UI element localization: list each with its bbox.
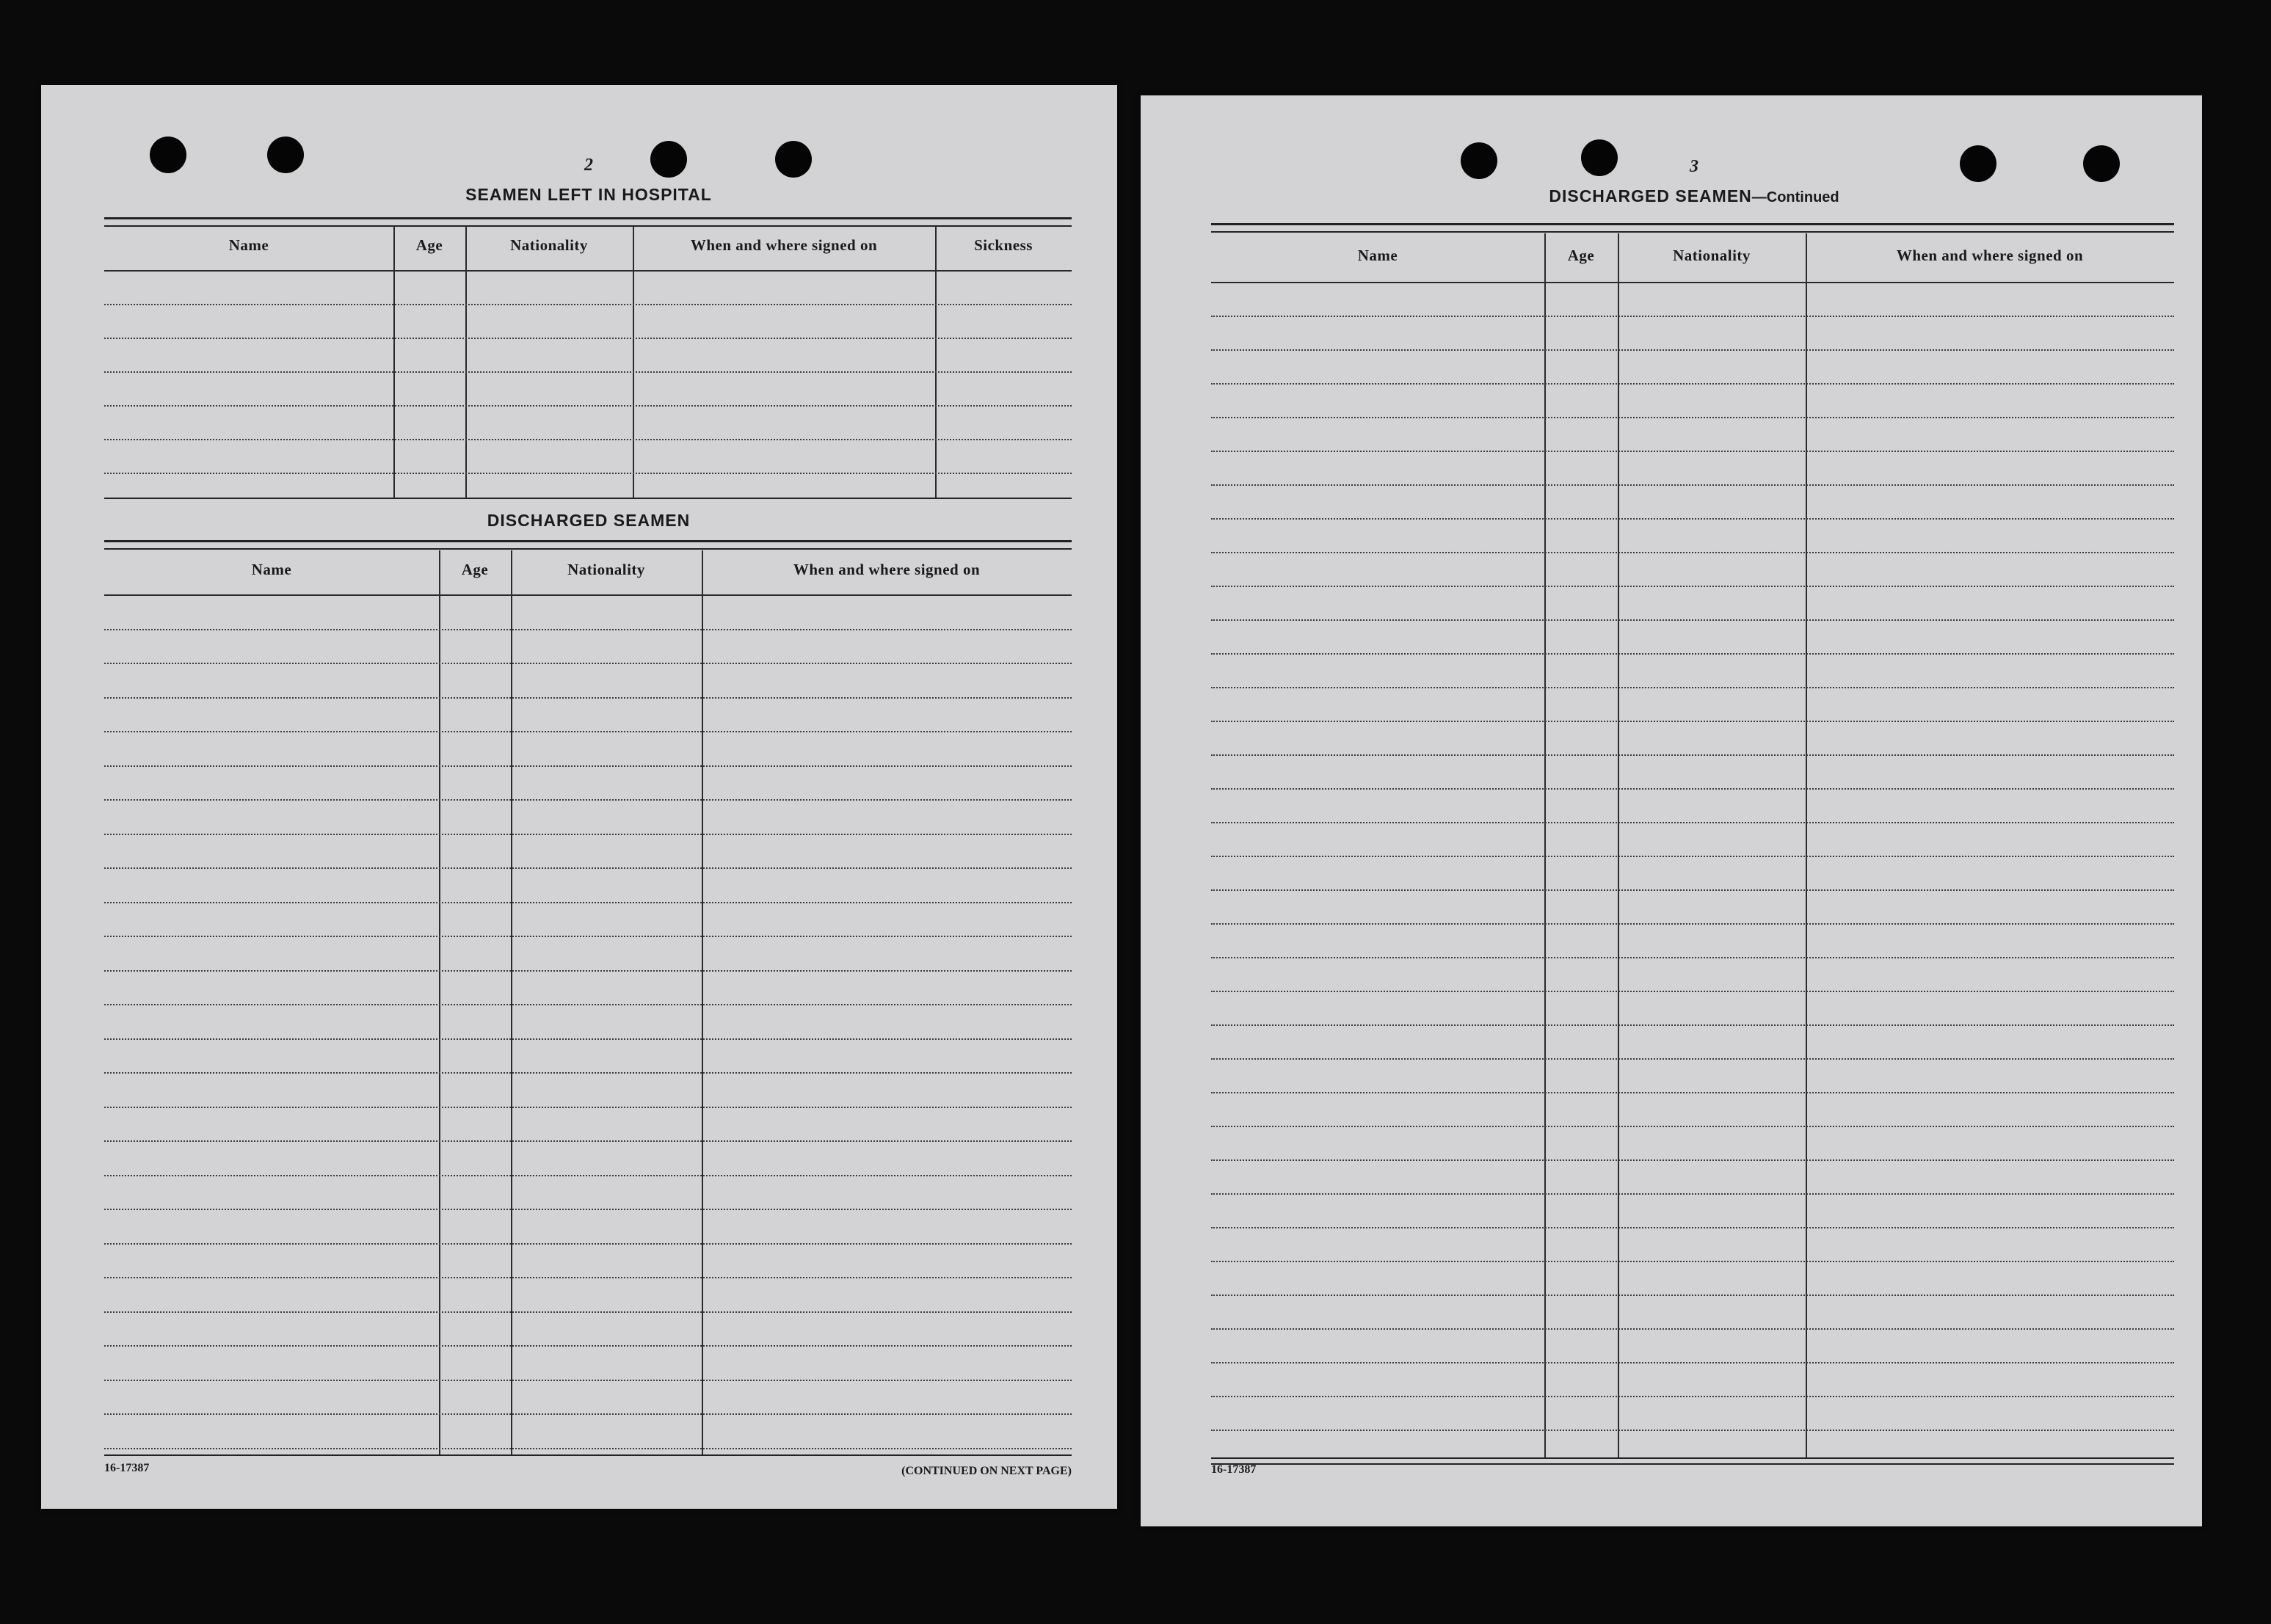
table-row xyxy=(1211,417,2174,418)
table-row xyxy=(1211,754,2174,756)
column-divider xyxy=(511,550,512,1454)
table-row xyxy=(104,1380,1072,1381)
form-number: 16-17387 xyxy=(104,1462,150,1474)
section-title xyxy=(1549,186,1839,206)
table-row xyxy=(104,765,1072,767)
table-row xyxy=(1211,1362,2174,1363)
hospital-section-title: SEAMEN LEFT IN HOSPITAL xyxy=(465,185,712,204)
table-row xyxy=(1211,619,2174,621)
table-row xyxy=(1211,991,2174,992)
column-header-name: Name xyxy=(1357,246,1398,264)
table-row xyxy=(1211,1227,2174,1228)
table-row xyxy=(1211,383,2174,385)
column-header-when-where: When and where signed on xyxy=(690,236,878,254)
table-row xyxy=(104,371,1072,373)
table-row xyxy=(1211,1295,2174,1296)
table-row xyxy=(1211,349,2174,351)
table-row xyxy=(1211,822,2174,823)
punch-hole xyxy=(2083,145,2120,182)
table-row xyxy=(1211,653,2174,655)
table-row xyxy=(104,1311,1072,1313)
form-number: 16-17387 xyxy=(1211,1463,1257,1476)
column-divider xyxy=(439,550,440,1454)
table-row xyxy=(1211,1058,2174,1060)
table-row xyxy=(1211,923,2174,925)
column-divider xyxy=(393,226,395,498)
column-header-nationality: Nationality xyxy=(510,236,588,254)
discharged-table xyxy=(104,550,1072,1454)
punch-hole xyxy=(775,141,812,178)
table-row xyxy=(1211,721,2174,722)
table-row xyxy=(1211,518,2174,520)
left-page xyxy=(41,85,1117,1509)
table-row xyxy=(104,629,1072,630)
table-row xyxy=(104,834,1072,835)
column-header-when-where: When and where signed on xyxy=(1896,246,2084,264)
header-rule xyxy=(104,270,1072,272)
section-title-main: DISCHARGED SEAMEN xyxy=(1549,186,1752,205)
right-page xyxy=(1141,95,2202,1526)
page-number: 2 xyxy=(584,156,593,175)
discharged-continued-table xyxy=(1211,233,2174,1457)
column-divider xyxy=(465,226,467,498)
table-row xyxy=(104,405,1072,407)
table-row xyxy=(1211,586,2174,587)
table-row xyxy=(104,1277,1072,1278)
column-header-name: Name xyxy=(251,560,292,578)
punch-hole xyxy=(1461,142,1497,179)
column-header-sickness: Sickness xyxy=(974,236,1033,254)
punch-hole xyxy=(1960,145,1996,182)
discharged-section-title: DISCHARGED SEAMEN xyxy=(487,511,691,530)
punch-hole xyxy=(267,136,304,173)
table-row xyxy=(104,663,1072,664)
table-row xyxy=(104,1107,1072,1108)
table-row xyxy=(104,799,1072,801)
table-row xyxy=(1211,1396,2174,1397)
table-row xyxy=(104,1038,1072,1040)
table-row xyxy=(1211,484,2174,486)
table-row xyxy=(104,1413,1072,1415)
column-header-when-where: When and where signed on xyxy=(793,560,981,578)
column-header-nationality: Nationality xyxy=(567,560,645,578)
table-row xyxy=(104,902,1072,903)
table-row xyxy=(104,697,1072,699)
table-bottom-rule xyxy=(1211,1457,2174,1459)
table-row xyxy=(1211,451,2174,452)
continued-note: (CONTINUED ON NEXT PAGE) xyxy=(901,1465,1072,1477)
column-header-age: Age xyxy=(415,236,443,254)
column-header-age: Age xyxy=(461,560,489,578)
table-row xyxy=(104,1345,1072,1347)
punch-hole xyxy=(1581,139,1618,176)
table-row xyxy=(1211,1092,2174,1093)
table-row xyxy=(104,936,1072,937)
table-row xyxy=(104,1448,1072,1449)
table-row xyxy=(1211,1126,2174,1127)
table-bottom-rule xyxy=(1211,1463,2174,1465)
table-row xyxy=(1211,788,2174,790)
table-row xyxy=(1211,1430,2174,1431)
table-row xyxy=(104,1072,1072,1074)
header-rule xyxy=(104,594,1072,596)
column-divider xyxy=(935,226,937,498)
hospital-table xyxy=(104,226,1072,498)
table-row xyxy=(1211,687,2174,688)
table-row xyxy=(104,1140,1072,1142)
table-bottom-rule xyxy=(104,1454,1072,1456)
table-row xyxy=(104,1243,1072,1245)
table-row xyxy=(1211,856,2174,857)
header-rule xyxy=(1211,282,2174,283)
table-row xyxy=(104,867,1072,869)
table-row xyxy=(104,1175,1072,1176)
table-row xyxy=(1211,552,2174,553)
table-row xyxy=(104,970,1072,972)
section-title-suffix: —Continued xyxy=(1751,189,1839,205)
column-header-age: Age xyxy=(1567,246,1595,264)
table-row xyxy=(104,473,1072,474)
section-rule xyxy=(1211,223,2174,233)
table-row xyxy=(1211,1159,2174,1161)
table-row xyxy=(1211,1193,2174,1195)
table-row xyxy=(104,304,1072,305)
table-row xyxy=(104,731,1072,732)
column-header-nationality: Nationality xyxy=(1673,246,1751,264)
table-row xyxy=(1211,1261,2174,1262)
column-divider xyxy=(702,550,703,1454)
table-row xyxy=(1211,316,2174,317)
column-header-name: Name xyxy=(228,236,269,254)
table-row xyxy=(104,1209,1072,1210)
table-row xyxy=(1211,1328,2174,1330)
table-row xyxy=(104,439,1072,440)
table-row xyxy=(104,1004,1072,1005)
table-row xyxy=(1211,957,2174,958)
column-divider xyxy=(633,226,634,498)
punch-hole xyxy=(150,136,186,173)
punch-hole xyxy=(650,141,687,178)
table-bottom-rule xyxy=(104,498,1072,499)
section-rule xyxy=(104,540,1072,550)
table-row xyxy=(104,338,1072,339)
table-row xyxy=(1211,889,2174,891)
table-row xyxy=(1211,1024,2174,1026)
page-number: 3 xyxy=(1690,157,1698,176)
